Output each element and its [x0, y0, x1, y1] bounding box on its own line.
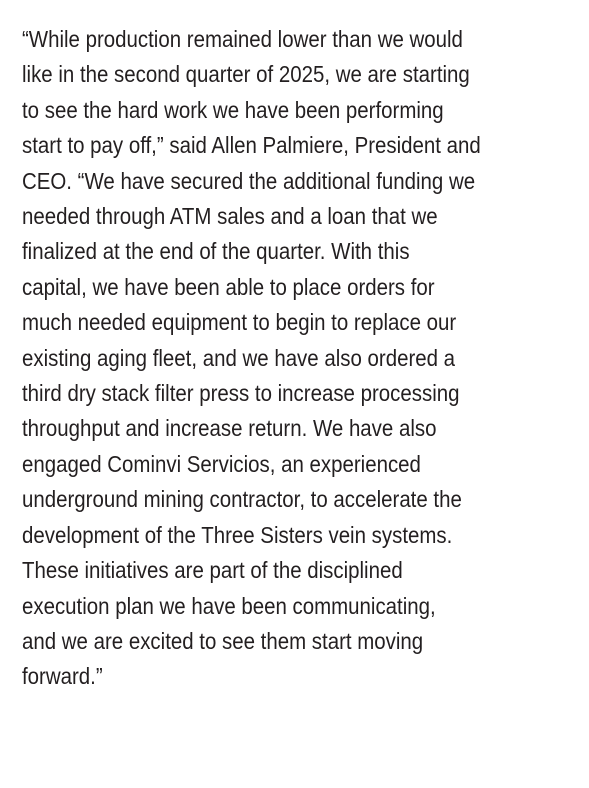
quote-paragraph — [22, 22, 578, 695]
quote-line: third dry stack filter press to increase processing — [22, 380, 460, 407]
quote-line: execution plan we have been communicating, — [22, 592, 436, 619]
quote-line: These initiatives are part of the disciplined — [22, 557, 403, 584]
quote-line: like in the second quarter of 2025, we are starting — [22, 61, 470, 88]
quote-line: and we are excited to see them start moving — [22, 627, 424, 654]
quote-line: capital, we have been able to place orders for — [22, 273, 435, 300]
quote-line: to see the hard work we have been performing — [22, 96, 444, 123]
quote-line: throughput and increase return. We have also — [22, 415, 437, 442]
quote-line: forward.” — [22, 663, 103, 690]
quote-line: development of the Three Sisters vein systems. — [22, 521, 453, 548]
quote-line: “While production remained lower than we would — [22, 26, 463, 52]
quote-line: finalized at the end of the quarter. With this — [22, 238, 410, 265]
quote-line: engaged Cominvi Servicios, an experienced — [22, 450, 421, 477]
quote-line: needed through ATM sales and a loan that we — [22, 203, 438, 230]
quote-line: start to pay off,” said Allen Palmiere, President and — [22, 132, 481, 159]
quote-line: existing aging fleet, and we have also ordered a — [22, 344, 456, 371]
quote-line: much needed equipment to begin to replace our — [22, 309, 457, 336]
quote-line: CEO. “We have secured the additional funding we — [22, 167, 476, 194]
quote-line: underground mining contractor, to accelerate the — [22, 486, 462, 513]
